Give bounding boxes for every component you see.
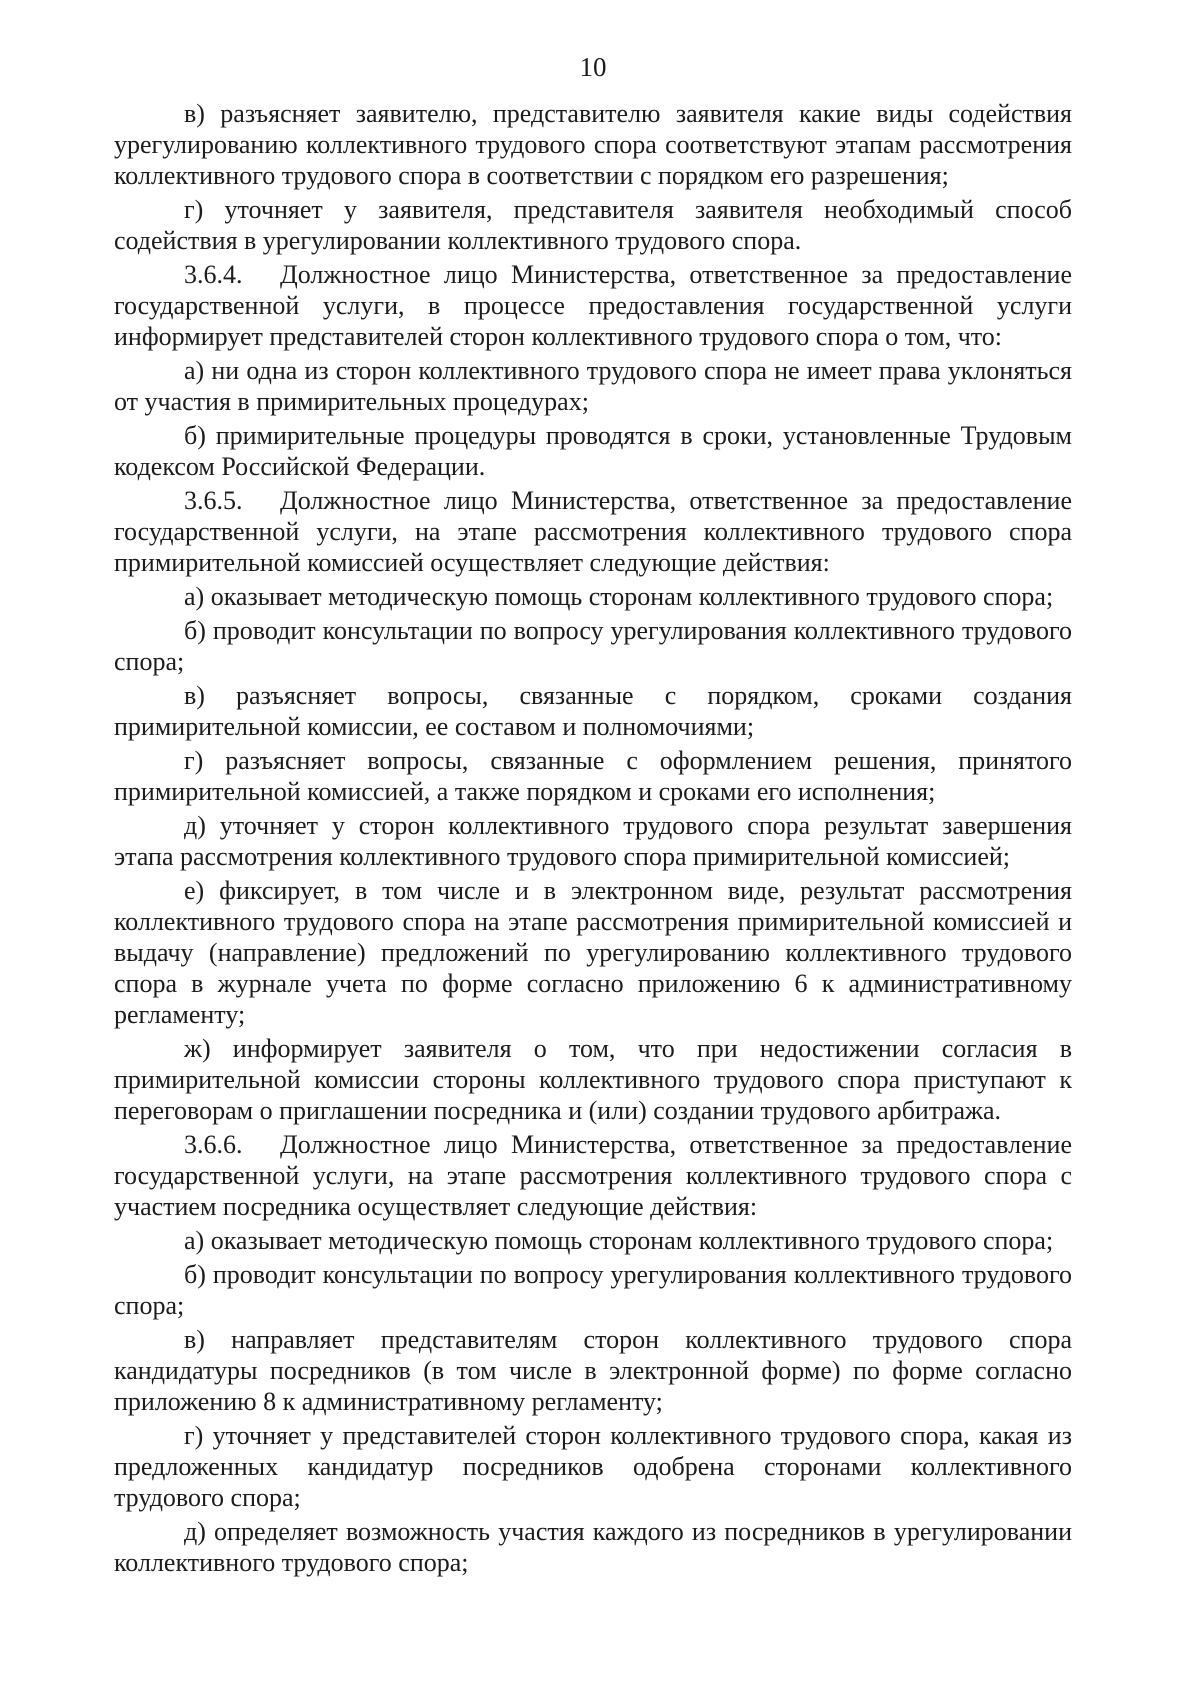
paragraph-text: а) оказывает методическую помощь сторонам коллективного трудового спора; (184, 582, 1054, 611)
paragraph-item-v (114, 680, 1072, 742)
paragraph-text: д) определяет возможность участия каждого из посредников в урегулировании коллективного трудового спора; (114, 1517, 1072, 1577)
paragraph-item-b (114, 615, 1072, 677)
paragraph-text: а) ни одна из сторон коллективного трудового спора не имеет права уклоняться от участия в примирительных процедурах; (114, 356, 1072, 416)
paragraph-item-a (114, 1225, 1072, 1256)
section-3-6-4 (114, 259, 1072, 352)
paragraph-item-b (114, 1259, 1072, 1321)
paragraph-text: г) разъясняет вопросы, связанные с оформлением решения, принятого примирительной комиссией, а также порядком и сроками его исполнения; (114, 746, 1072, 806)
paragraph-text: ж) информирует заявителя о том, что при недостижении согласия в примирительной комиссии стороны коллективного трудового спора приступают к переговорам о приглашении посредника и (или) создании трудового арбитража. (114, 1034, 1072, 1125)
paragraph-text: б) примирительные процедуры проводятся в сроки, установленные Трудовым кодексом Российской Федерации. (114, 421, 1072, 481)
paragraph-text: д) уточняет у сторон коллективного трудового спора результат завершения этапа рассмотрения коллективного трудового спора примирительной комиссией; (114, 811, 1072, 871)
paragraph-text: Должностное лицо Министерства, ответственное за предоставление государственной услуги, на этапе рассмотрения коллективного трудового спора примирительной комиссией осуществляет следующие действия: (114, 486, 1072, 577)
paragraph-item-d (114, 810, 1072, 872)
paragraph-text: в) разъясняет заявителю, представителю заявителя какие виды содействия урегулированию коллективного трудового спора соответствуют этапам рассмотрения коллективного трудового спора в соответствии с порядком его разрешения; (114, 99, 1072, 190)
paragraph-item-a (114, 355, 1072, 417)
paragraph-text: г) уточняет у представителей сторон коллективного трудового спора, какая из предложенных кандидатур посредников одобрена сторонами коллективного трудового спора; (114, 1421, 1072, 1512)
paragraph-item-a (114, 581, 1072, 612)
paragraph-item-e (114, 875, 1072, 1030)
paragraph-item-v (114, 1324, 1072, 1417)
paragraph-text: б) проводит консультации по вопросу урегулирования коллективного трудового спора; (114, 1260, 1072, 1320)
paragraph-item-b (114, 420, 1072, 482)
paragraph-item-g (114, 745, 1072, 807)
paragraph-text: Должностное лицо Министерства, ответственное за предоставление государственной услуги, на этапе рассмотрения коллективного трудового спора с участием посредника осуществляет следующие действия: (114, 1130, 1072, 1221)
paragraph-text: а) оказывает методическую помощь сторонам коллективного трудового спора; (184, 1226, 1054, 1255)
paragraph-item-v (114, 98, 1072, 191)
section-number: 3.6.5. (184, 486, 243, 515)
paragraph-item-g (114, 1420, 1072, 1513)
paragraph-text: в) разъясняет вопросы, связанные с порядком, сроками создания примирительной комиссии, ее составом и полномочиями; (114, 681, 1072, 741)
paragraph-text: г) уточняет у заявителя, представителя заявителя необходимый способ содействия в урегулировании коллективного трудового спора. (114, 195, 1072, 255)
paragraph-item-g (114, 194, 1072, 256)
paragraph-item-zh (114, 1033, 1072, 1126)
section-number: 3.6.6. (184, 1130, 243, 1159)
page-number: 10 (579, 52, 607, 82)
section-number: 3.6.4. (184, 260, 243, 289)
paragraph-text: Должностное лицо Министерства, ответственное за предоставление государственной услуги, в процессе предоставления государственной услуги информирует представителей сторон коллективного трудового спора о том, что: (114, 260, 1072, 351)
section-3-6-6 (114, 1129, 1072, 1222)
paragraph-text: в) направляет представителям сторон коллективного трудового спора кандидатуры посредников (в том числе в электронной форме) по форме согласно приложению 8 к административному регламенту; (114, 1325, 1072, 1416)
section-3-6-5 (114, 485, 1072, 578)
paragraph-text: б) проводит консультации по вопросу урегулирования коллективного трудового спора; (114, 616, 1072, 676)
paragraph-item-d (114, 1516, 1072, 1578)
paragraph-text: е) фиксирует, в том числе и в электронном виде, результат рассмотрения коллективного трудового спора на этапе рассмотрения примирительной комиссией и выдачу (направление) предложений по урегулированию коллективного трудового спора в журнале учета по форме согласно приложению 6 к административному регламенту; (114, 876, 1072, 1029)
